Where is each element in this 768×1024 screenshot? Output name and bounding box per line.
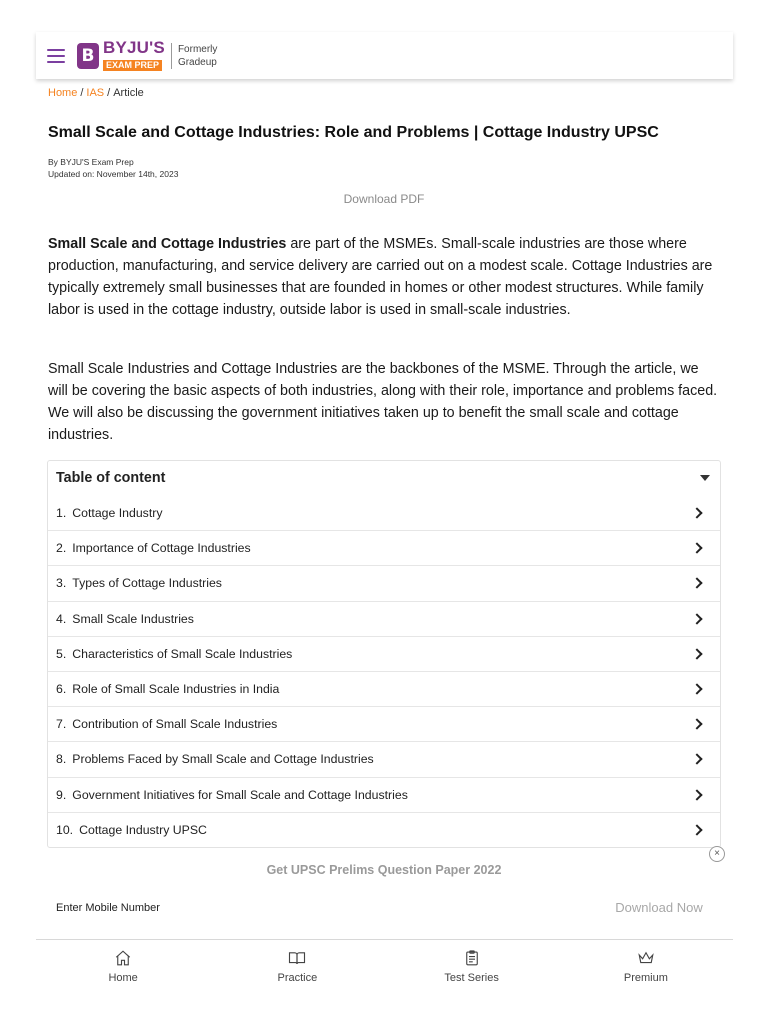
- book-icon: [288, 949, 306, 967]
- toc-item[interactable]: 5. Characteristics of Small Scale Industries: [48, 636, 720, 671]
- chevron-right-icon: [691, 683, 702, 694]
- table-of-content: [47, 460, 721, 848]
- toc-item[interactable]: 6. Role of Small Scale Industries in India: [48, 671, 720, 706]
- promo-title: Get UPSC Prelims Question Paper 2022: [266, 863, 502, 877]
- toc-title: Table of content: [56, 470, 166, 486]
- download-now-button[interactable]: Download Now: [615, 900, 703, 915]
- breadcrumb: [48, 87, 144, 99]
- chevron-right-icon: [691, 648, 702, 659]
- toc-item[interactable]: 4. Small Scale Industries: [48, 601, 720, 636]
- clipboard-icon: [463, 949, 481, 967]
- logo-divider: [171, 43, 172, 69]
- updated-date: Updated on: November 14th, 2023: [48, 169, 179, 179]
- chevron-right-icon: [691, 613, 702, 624]
- nav-practice[interactable]: Practice: [210, 940, 384, 989]
- caret-down-icon: [700, 475, 710, 481]
- toc-item[interactable]: 2. Importance of Cottage Industries: [48, 530, 720, 565]
- chevron-right-icon: [691, 507, 702, 518]
- nav-test-series[interactable]: Test Series: [385, 940, 559, 989]
- breadcrumb-current: Article: [113, 87, 144, 99]
- toc-item[interactable]: 3. Types of Cottage Industries: [48, 565, 720, 600]
- chevron-right-icon: [691, 543, 702, 554]
- logo-sub: EXAM PREP: [103, 60, 162, 71]
- article-meta: [48, 156, 178, 180]
- author: By BYJU'S Exam Prep: [48, 157, 134, 167]
- nav-premium[interactable]: Premium: [559, 940, 733, 989]
- chevron-right-icon: [691, 789, 702, 800]
- intro-bold: Small Scale and Cottage Industries: [48, 236, 287, 252]
- toc-item[interactable]: 10. Cottage Industry UPSC: [48, 812, 720, 847]
- download-pdf-link[interactable]: Download PDF: [343, 192, 425, 206]
- chevron-right-icon: [691, 824, 702, 835]
- page-title: Small Scale and Cottage Industries: Role and Problems | Cottage Industry UPSC: [48, 124, 659, 141]
- toc-item[interactable]: 7. Contribution of Small Scale Industries: [48, 706, 720, 741]
- intro-paragraph: Small Scale and Cottage Industries are part of the MSMEs. Small-scale industries are those where production, manufacturing, and service delivery are carried out on a modest scale. Cottage Industries are typically extremely small businesses that are founded in homes or other modest structures. While family labor is used in the cottage industry, outside labor is used in small-scale industries.: [48, 236, 713, 318]
- close-icon[interactable]: ×: [709, 846, 725, 862]
- top-header: [36, 32, 733, 79]
- bottom-nav: [36, 939, 733, 989]
- breadcrumb-home[interactable]: Home: [48, 87, 78, 99]
- breadcrumb-separator: /: [107, 87, 111, 99]
- crown-icon: [637, 949, 655, 967]
- toc-item[interactable]: 9. Government Initiatives for Small Scale and Cottage Industries: [48, 777, 720, 812]
- second-paragraph: Small Scale Industries and Cottage Industries are the backbones of the MSME. Through the article, we will be covering the basic aspects of both industries, along with their role, importance and problems faced. We will also be discussing the government initiatives taken up to benefit the small scale and cottage industries.: [48, 361, 718, 443]
- logo-brand: BYJU'S: [103, 38, 165, 57]
- chevron-right-icon: [691, 578, 702, 589]
- home-icon: [114, 949, 132, 967]
- breadcrumb-separator: /: [80, 87, 84, 99]
- nav-home[interactable]: Home: [36, 940, 210, 989]
- chevron-right-icon: [691, 754, 702, 765]
- toc-list: [48, 495, 720, 847]
- byjus-logo[interactable]: [77, 39, 217, 72]
- toc-item[interactable]: 8. Problems Faced by Small Scale and Cottage Industries: [48, 741, 720, 776]
- logo-mark: B: [77, 43, 99, 69]
- hamburger-menu-icon[interactable]: [47, 49, 65, 63]
- mobile-number-input[interactable]: [56, 898, 356, 918]
- toc-item[interactable]: 1. Cottage Industry: [48, 495, 720, 530]
- breadcrumb-ias[interactable]: IAS: [86, 87, 105, 99]
- formerly-gradeup: Formerly Gradeup: [177, 43, 218, 68]
- chevron-right-icon: [691, 719, 702, 730]
- toc-header[interactable]: [48, 461, 720, 495]
